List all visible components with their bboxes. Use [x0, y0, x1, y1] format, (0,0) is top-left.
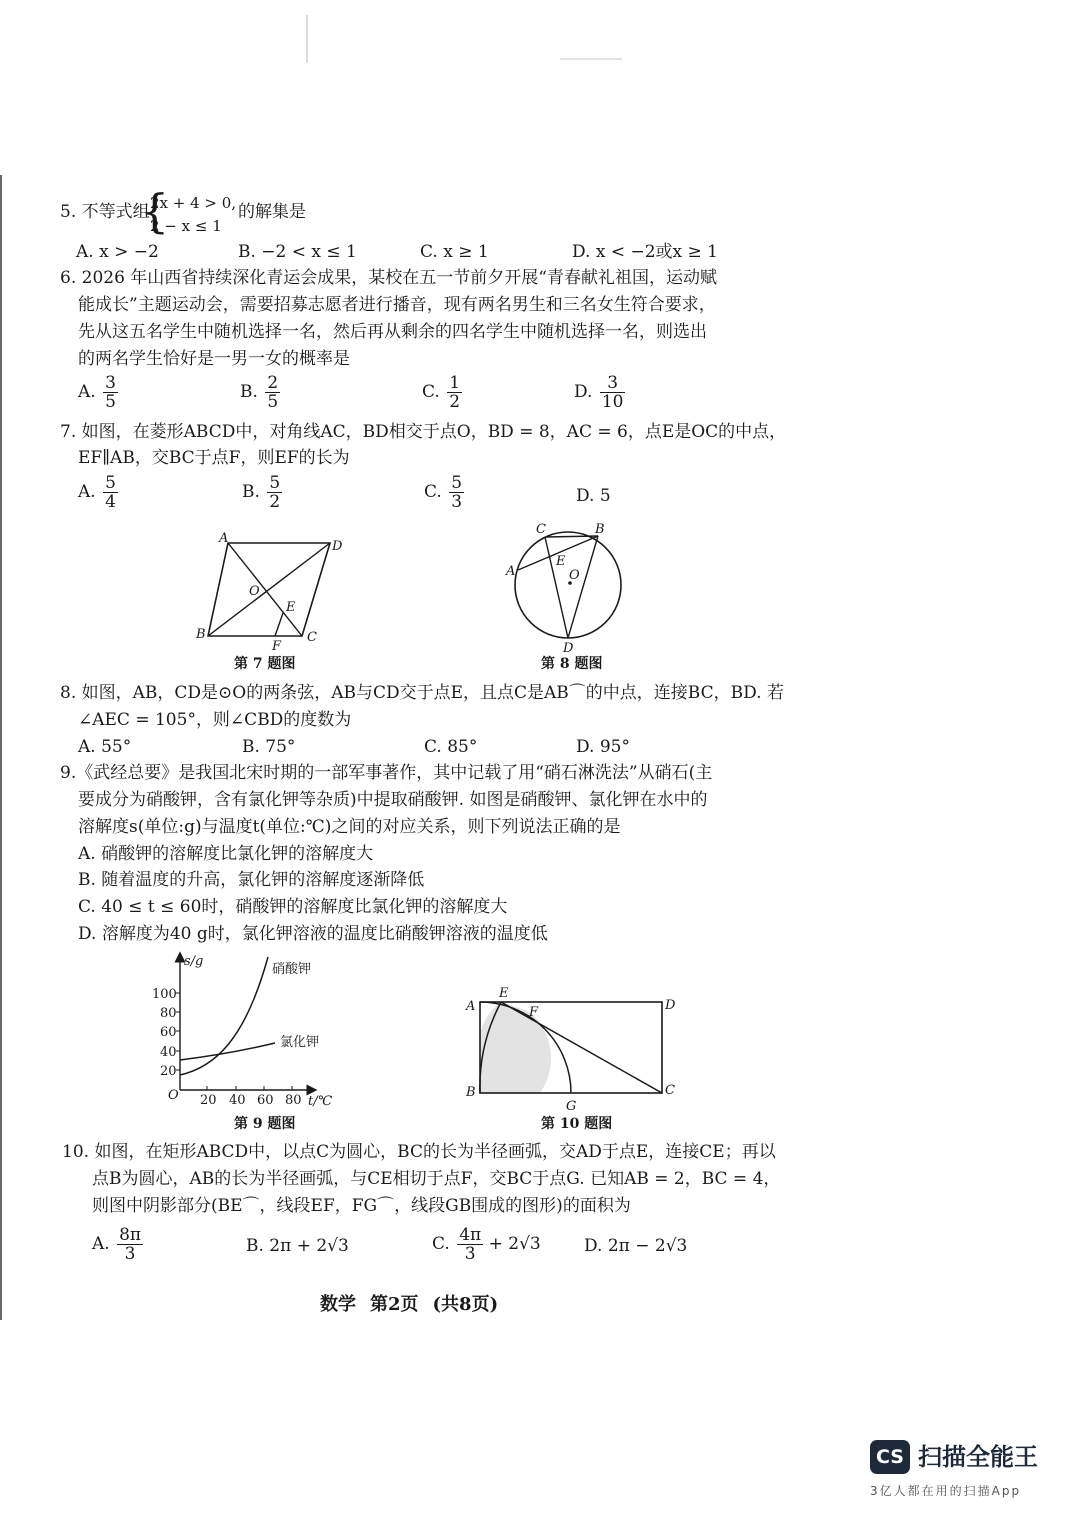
x-tick-label-40: 40	[229, 1093, 246, 1108]
potassium-nitrate-curve	[180, 957, 268, 1075]
label-c: C	[665, 1083, 675, 1098]
footer-page: 第2页	[370, 1294, 419, 1315]
series-label-kcl: 氯化钾	[280, 1035, 320, 1050]
scanner-logo-icon: CS	[870, 1440, 910, 1474]
q10-option-a	[92, 1226, 143, 1263]
denominator: 5	[105, 392, 116, 412]
label-c: C	[307, 630, 317, 645]
x-tick-label-20: 20	[200, 1093, 217, 1108]
x-axis-label: t/℃	[308, 1094, 333, 1109]
y-axis-label: s/g	[184, 954, 204, 969]
label-d: D	[332, 539, 343, 554]
figure-8-caption: 第 8 题图	[541, 656, 603, 672]
label-a: A	[219, 531, 229, 546]
label-b: B	[595, 522, 605, 537]
q9-option-d: D. 溶解度为40 g时，氯化钾溶液的温度比硝酸钾溶液的温度低	[78, 924, 548, 944]
denominator: 3	[124, 1244, 136, 1264]
fraction	[117, 1226, 143, 1263]
scanner-tagline: 3亿人都在用的扫描App	[870, 1484, 1022, 1498]
fraction	[267, 474, 282, 511]
scan-edge	[0, 175, 2, 1320]
option-label: A.	[78, 482, 96, 502]
q5-option-a: A. x > −2	[76, 242, 159, 262]
q9-option-c: C. 40 ≤ t ≤ 60时，硝酸钾的溶解度比氯化钾的溶解度大	[78, 897, 508, 917]
q7-option-b	[242, 474, 282, 511]
fraction	[600, 374, 626, 411]
series-label-kno3: 硝酸钾	[272, 962, 312, 977]
origin-label: O	[168, 1088, 179, 1103]
figure-9-solubility-graph	[140, 945, 350, 1115]
figure-7-caption: 第 7 题图	[234, 656, 296, 672]
q8-line: ∠AEC = 105°，则∠CBD的度数为	[78, 710, 352, 730]
q8-line: 8. 如图，AB，CD是⊙O的两条弦，AB与CD交于点E，且点C是AB⌒的中点，连接BC，BD. 若	[60, 683, 784, 703]
q10-option-c	[432, 1226, 541, 1263]
q6-option-a	[78, 374, 118, 411]
label-d: D	[665, 998, 676, 1013]
q6-line: 先从这五名学生中随机选择一名，然后再从剩余的四名学生中随机选择一名，则选出	[78, 322, 707, 342]
q8-option-d: D. 95°	[576, 737, 630, 757]
q8-option-c: C. 85°	[424, 737, 478, 757]
denominator: 2	[449, 392, 461, 412]
denominator: 2	[269, 492, 281, 512]
circle-o	[515, 532, 621, 638]
q5-tail: 的解集是	[238, 202, 306, 222]
q5-lead: 5. 不等式组	[60, 202, 150, 222]
label-c: C	[536, 522, 546, 537]
scan-mark	[306, 15, 308, 63]
page-footer	[320, 1290, 512, 1316]
label-o: O	[569, 568, 580, 583]
option-tail: + 2√3	[488, 1234, 541, 1254]
y-tick-label-40: 40	[160, 1045, 177, 1060]
q10-line: 10. 如图，在矩形ABCD中，以点C为圆心，BC的长为半径画弧，交AD于点E，连接CE；再以	[62, 1142, 776, 1162]
q10-line: 则图中阴影部分(BE⌒，线段EF，FG⌒，线段GB围成的图形)的面积为	[92, 1196, 631, 1216]
fraction	[457, 1226, 483, 1263]
scan-mark	[560, 58, 622, 60]
q7-line: EF∥AB，交BC于点F，则EF的长为	[78, 448, 350, 468]
numerator: 1	[449, 373, 461, 393]
label-f: F	[272, 639, 282, 654]
figure-8-circle	[498, 515, 638, 660]
option-label: B.	[240, 382, 258, 402]
option-label: D.	[574, 382, 593, 402]
denominator: 3	[464, 1244, 476, 1264]
option-label: A.	[92, 1234, 110, 1254]
denominator: 10	[601, 392, 624, 412]
label-e: E	[556, 554, 566, 569]
figure-7-rhombus	[190, 530, 350, 655]
y-tick-label-20: 20	[160, 1064, 177, 1079]
numerator: 5	[451, 473, 463, 493]
label-o: O	[249, 584, 260, 599]
q9-line: 要成分为硝酸钾，含有氯化钾等杂质)中提取硝酸钾. 如图是硝酸钾、氯化钾在水中的	[78, 790, 708, 810]
segment-ef	[275, 613, 283, 636]
q5-option-d: D. x < −2或x ≥ 1	[572, 242, 718, 262]
label-e: E	[499, 986, 509, 1001]
label-b: B	[466, 1085, 476, 1100]
label-a: A	[466, 999, 476, 1014]
x-tick-label-60: 60	[257, 1093, 274, 1108]
q9-line: 9.《武经总要》是我国北宋时期的一部军事著作，其中记载了用“硝石淋洗法”从硝石(主	[60, 763, 713, 783]
x-tick-label-80: 80	[285, 1093, 302, 1108]
q6-option-d	[574, 374, 625, 411]
label-a: A	[506, 564, 516, 579]
q8-option-a: A. 55°	[78, 737, 132, 757]
label-d: D	[563, 641, 574, 656]
fraction	[103, 374, 118, 411]
q5-system-line-1: 2x + 4 > 0,	[150, 194, 237, 212]
denominator: 3	[451, 492, 463, 512]
segment-bd	[568, 536, 598, 638]
q7-option-c	[424, 474, 464, 511]
q10-option-d: D. 2π − 2√3	[584, 1236, 688, 1256]
footer-total: (共8页)	[432, 1294, 499, 1315]
y-ticks	[152, 987, 180, 1079]
q9-line: 溶解度s(单位:g)与温度t(单位:℃)之间的对应关系，则下列说法正确的是	[78, 817, 621, 837]
y-tick-label-80: 80	[160, 1006, 177, 1021]
q9-option-a: A. 硝酸钾的溶解度比氯化钾的溶解度大	[78, 844, 374, 864]
q6-line: 能成长”主题运动会，需要招募志愿者进行播音，现有两名男生和三名女生符合要求，	[78, 295, 716, 315]
fraction	[449, 474, 464, 511]
q7-option-a	[78, 474, 118, 511]
q10-option-b: B. 2π + 2√3	[246, 1236, 349, 1256]
option-label: C.	[432, 1234, 450, 1254]
figure-10-caption: 第 10 题图	[541, 1116, 613, 1132]
numerator: 3	[600, 374, 626, 393]
q7-option-d: D. 5	[576, 486, 611, 506]
segment-bc	[545, 536, 598, 537]
option-label: A.	[78, 382, 96, 402]
q9-option-b: B. 随着温度的升高，氯化钾的溶解度逐渐降低	[78, 870, 425, 890]
numerator: 5	[269, 473, 281, 493]
label-b: B	[196, 627, 206, 642]
q6-line: 6. 2026 年山西省持续深化青运会成果，某校在五一节前夕开展“青春献礼祖国，运动赋	[60, 268, 717, 288]
fraction	[103, 474, 118, 511]
numerator: 2	[267, 373, 279, 393]
fraction	[447, 374, 462, 411]
numerator: 5	[105, 473, 116, 493]
fraction	[265, 374, 280, 411]
q6-option-c	[422, 374, 462, 411]
q6-option-b	[240, 374, 280, 411]
chord-cd	[545, 537, 568, 638]
numerator: 8π	[119, 1225, 142, 1245]
label-f: F	[529, 1005, 539, 1020]
numerator: 4π	[459, 1225, 482, 1245]
q5-option-c: C. x ≥ 1	[420, 242, 489, 262]
label-g: G	[566, 1099, 577, 1114]
label-e: E	[286, 600, 296, 615]
diagonal-bd	[208, 543, 330, 636]
q8-option-b: B. 75°	[242, 737, 296, 757]
scanner-app-name: 扫描全能王	[918, 1443, 1038, 1471]
q5-system-line-2: 2 − x ≤ 1	[150, 217, 222, 235]
figure-10-rectangle	[455, 980, 685, 1115]
y-tick-label-100: 100	[152, 987, 177, 1002]
denominator: 5	[267, 392, 279, 412]
q10-line: 点B为圆心，AB的长为半径画弧，与CE相切于点F，交BC于点G. 已知AB = 2，BC = 4，	[92, 1169, 781, 1189]
q5-brace: {	[140, 184, 170, 238]
q6-line: 的两名学生恰好是一男一女的概率是	[78, 349, 350, 369]
denominator: 4	[105, 492, 116, 512]
q5-option-b: B. −2 < x ≤ 1	[238, 242, 357, 262]
option-label: B.	[242, 482, 260, 502]
y-tick-label-60: 60	[160, 1025, 177, 1040]
footer-subject: 数学	[320, 1294, 356, 1315]
option-label: C.	[424, 482, 442, 502]
option-label: C.	[422, 382, 440, 402]
numerator: 3	[105, 373, 116, 393]
q7-line: 7. 如图，在菱形ABCD中，对角线AC，BD相交于点O，BD = 8，AC = 6，点E是OC的中点，	[60, 422, 787, 442]
shaded-region	[480, 1002, 551, 1093]
diagonal-ac	[228, 543, 302, 636]
figure-9-caption: 第 9 题图	[234, 1116, 296, 1132]
